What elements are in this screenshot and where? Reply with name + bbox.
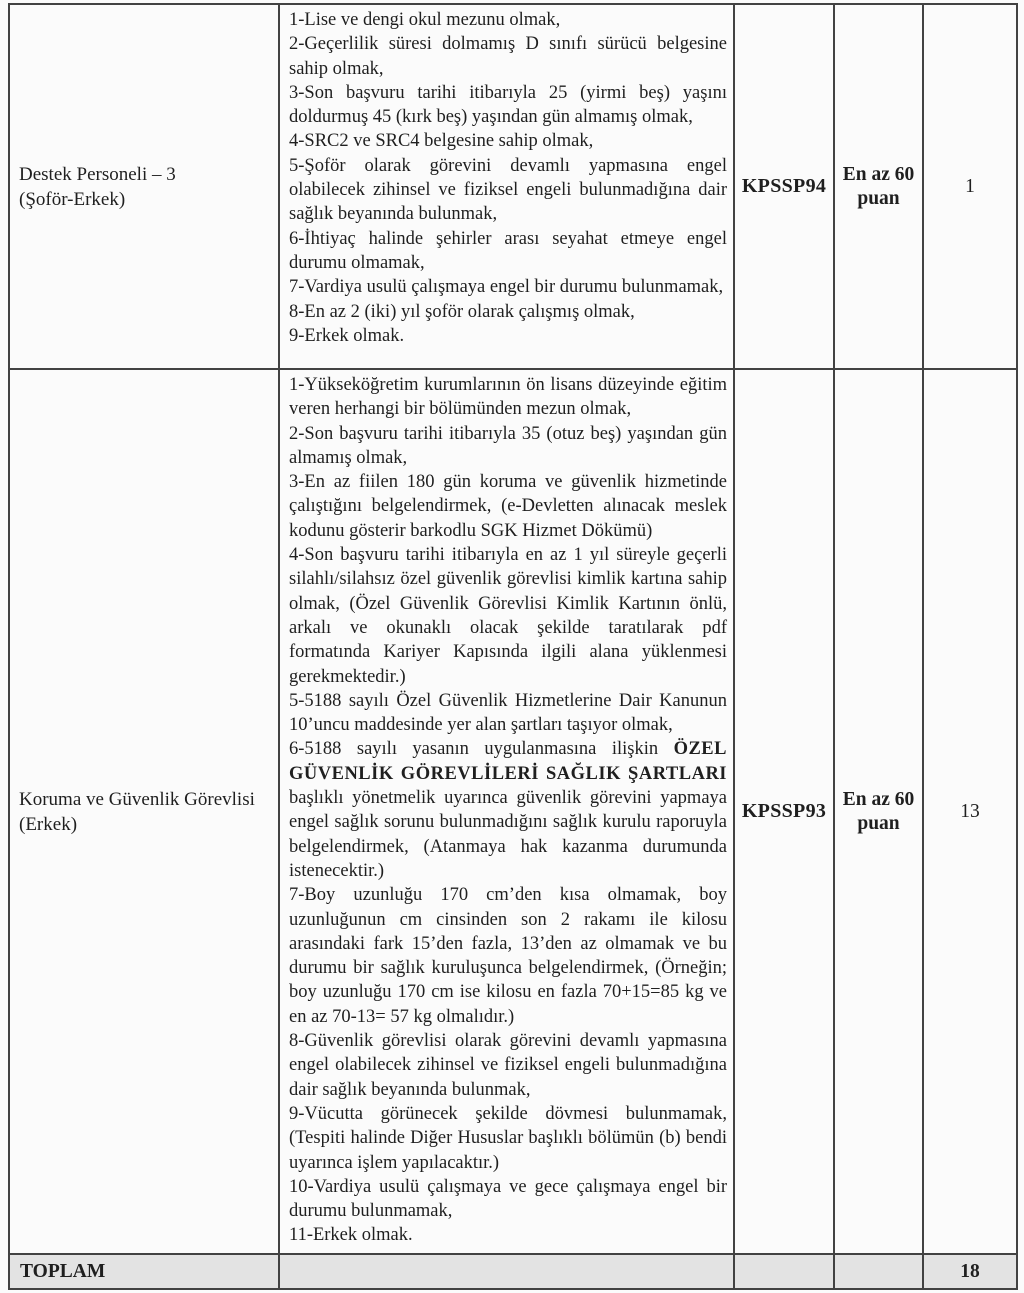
table-row [9, 4, 1017, 369]
total-count: 18 [923, 1254, 1017, 1289]
table-body [9, 4, 1017, 1254]
requirements-cell [279, 369, 734, 1254]
position-detail: (Şoför-Erkek) [19, 188, 126, 210]
position-name: Destek Personeli – 3 [19, 163, 176, 185]
min-score-cell [834, 4, 923, 369]
min-score-line2: puan [857, 187, 900, 209]
table-footer [9, 1254, 1017, 1289]
min-score-line1: En az 60 [842, 164, 915, 185]
requirement-item: 9-Vücutta görünecek şekilde dövmesi bulunmamak, (Tespiti halinde Diğer Hususlar başlıklı bölümün (b) bendi uyarınca işlem yapılacaktır.) [289, 1103, 727, 1173]
requirement-item: 3-Son başvuru tarihi itibarıyla 25 (yirmi beş) yaşını doldurmuş 45 (kırk beş) yaşından gün almamış olmak, [289, 82, 727, 128]
requirement-item: 8-Güvenlik görevlisi olarak görevini devamlı yapmasına engel olabilecek zihinsel ve fiziksel engeli bulunmadığına dair sağlık beyanında bulunmak, [289, 1031, 727, 1100]
requirement-item: 5-Şoför olarak görevini devamlı yapmasına engel olabilecek zihinsel ve fiziksel engeli bulunmadığına dair sağlık beyanında bulunmak, [289, 155, 727, 225]
position-cell [9, 369, 279, 1254]
requirement-item: 11-Erkek olmak. [289, 1225, 413, 1246]
requirement-item: 1-Lise ve dengi okul mezunu olmak, [289, 10, 561, 30]
min-score-line1: En az 60 [842, 789, 915, 810]
total-empty-score-cell [834, 1254, 923, 1289]
requirement-item: 1-Yükseköğretim kurumlarının ön lisans düzeyinde eğitim veren herhangi bir bölümünden mezun olmak, [289, 375, 727, 420]
min-score-cell [834, 369, 923, 1254]
position-cell [9, 4, 279, 369]
requirement-item: 5-5188 sayılı Özel Güvenlik Hizmetlerine Dair Kanunun 10’uncu maddesinde yer alan şartları taşıyor olmak, [289, 690, 727, 736]
requirement-item: 2-Geçerlilik süresi dolmamış D sınıfı sürücü belgesine sahip olmak, [289, 34, 727, 79]
requirement-item: 6-5188 sayılı yasanın uygulanmasına ilişkin ÖZEL GÜVENLİK GÖREVLİLERİ SAĞLIK ŞARTLARI başlıklı yönetmelik uyarınca güvenlik görevini yapmaya engel sağlık sorunu bulunmadığını sağlık kurulu raporuyla belgelendirmek, (Atanmaya hak kazanma durumunda istenecektir.) [289, 739, 727, 881]
requirement-item: 8-En az 2 (iki) yıl şoför olarak çalışmış olmak, [289, 301, 635, 322]
position-count: 1 [923, 4, 1017, 369]
requirement-item: 6-İhtiyaç halinde şehirler arası seyahat etmeye engel durumu olmamak, [289, 228, 727, 273]
requirement-item: 7-Boy uzunluğu 170 cm’den kısa olmamak, boy uzunluğunun cm cinsinden son 2 rakamı ile kilosu arasındaki fark 15’den fazla, 13’den az olmamak ve bu durumu bir sağlık kuruluşunca belgelendirmek, (Örneğin; boy uzunluğu 170 cm ise kilosu en fazla 70+15=85 kg ve en az 70-13= 57 kg olmalıdır.) [289, 885, 727, 1027]
position-count: 13 [923, 369, 1017, 1254]
requirement-item: 9-Erkek olmak. [289, 325, 405, 346]
requirement-item: 7-Vardiya usulü çalışmaya engel bir durumu bulunmamak, [289, 277, 724, 298]
requirement-item: 2-Son başvuru tarihi itibarıyla 35 (otuz beş) yaşından gün almamış olmak, [289, 423, 727, 468]
position-detail: (Erkek) [19, 813, 78, 835]
requirement-item: 4-SRC2 ve SRC4 belgesine sahip olmak, [289, 131, 594, 152]
total-label: TOPLAM [9, 1254, 279, 1289]
kpss-code: KPSSP93 [734, 369, 834, 1254]
total-empty-kpss-cell [734, 1254, 834, 1289]
total-row [9, 1254, 1017, 1289]
requirement-item: 10-Vardiya usulü çalışmaya ve gece çalışmaya engel bir durumu bulunmamak, [289, 1176, 727, 1222]
requirement-item: 4-Son başvuru tarihi itibarıyla en az 1 yıl süreyle geçerli silahlı/silahsız özel güvenlik görevlisi kimlik kartına sahip olmak, (Özel Güvenlik Görevlisi Kimlik Kartının önlü, arkalı ve okunaklı olacak şekilde taratılarak pdf formatında Kariyer Kapısında ilgili alana yüklenmesi gerekmektedir.) [289, 545, 727, 687]
table-row [9, 369, 1017, 1254]
min-score-line2: puan [857, 812, 900, 834]
requirement-item: 3-En az fiilen 180 gün koruma ve güvenlik hizmetinde çalıştığını belgelendirmek, (e-Devletten alınacak meslek kodunu gösterir barkodlu SGK Hizmet Dökümü) [289, 472, 727, 541]
recruitment-table [8, 3, 1018, 1290]
total-empty-requirements-cell [279, 1254, 734, 1289]
requirements-cell [279, 4, 734, 369]
kpss-code: KPSSP94 [734, 4, 834, 369]
position-name: Koruma ve Güvenlik Görevlisi [19, 788, 255, 810]
